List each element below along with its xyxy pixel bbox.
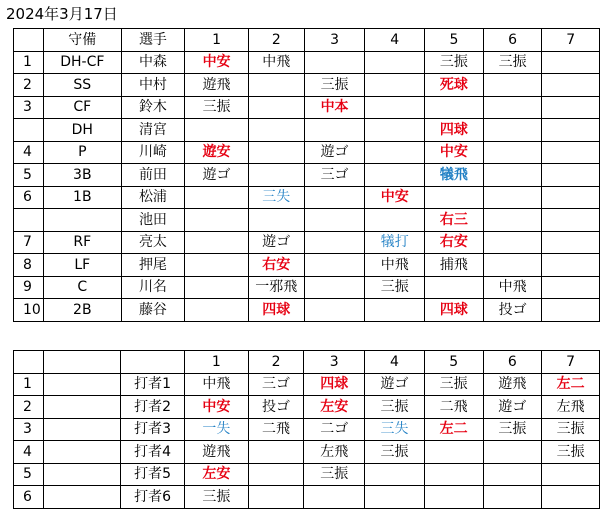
at-bat-cell: 中安 bbox=[425, 141, 484, 164]
at-bat-cell: 投ゴ bbox=[248, 396, 304, 419]
at-bat-cell bbox=[542, 231, 600, 254]
at-bat-cell: 三失 bbox=[365, 418, 425, 441]
header-cell: 7 bbox=[542, 351, 600, 374]
at-bat-cell bbox=[248, 441, 304, 464]
at-bat-cell: 遊飛 bbox=[185, 74, 249, 97]
at-bat-cell: 右三 bbox=[425, 209, 484, 232]
at-bat-cell: 中飛 bbox=[185, 373, 249, 396]
header-cell bbox=[121, 351, 185, 374]
order-cell: 2 bbox=[14, 74, 44, 97]
at-bat-cell bbox=[365, 164, 425, 187]
table-row bbox=[14, 164, 600, 187]
player-cell: 打者6 bbox=[121, 486, 185, 509]
position-cell: SS bbox=[43, 74, 121, 97]
at-bat-cell: 三振 bbox=[304, 74, 365, 97]
position-cell: 3B bbox=[43, 164, 121, 187]
player-cell: 松浦 bbox=[121, 186, 185, 209]
order-cell bbox=[14, 119, 44, 142]
header-cell: 選手 bbox=[121, 29, 185, 52]
at-bat-cell: 三振 bbox=[185, 96, 249, 119]
header-cell: 7 bbox=[542, 29, 600, 52]
position-cell bbox=[43, 463, 120, 486]
at-bat-cell bbox=[304, 51, 365, 74]
at-bat-cell: 四球 bbox=[304, 373, 365, 396]
player-cell: 打者3 bbox=[121, 418, 185, 441]
at-bat-cell bbox=[365, 299, 425, 322]
header-cell: 2 bbox=[248, 351, 304, 374]
at-bat-cell: 投ゴ bbox=[483, 299, 542, 322]
header-cell: 4 bbox=[365, 29, 425, 52]
at-bat-cell: 一失 bbox=[185, 418, 249, 441]
at-bat-cell: 中飛 bbox=[365, 254, 425, 277]
at-bat-cell: 遊ゴ bbox=[365, 373, 425, 396]
at-bat-cell bbox=[304, 299, 365, 322]
at-bat-cell: 三振 bbox=[365, 276, 425, 299]
at-bat-cell: 四球 bbox=[425, 119, 484, 142]
at-bat-cell bbox=[304, 486, 365, 509]
at-bat-cell: 三振 bbox=[425, 51, 484, 74]
order-cell: 3 bbox=[14, 96, 44, 119]
at-bat-cell: 捕飛 bbox=[425, 254, 484, 277]
at-bat-cell bbox=[248, 141, 304, 164]
at-bat-cell bbox=[365, 141, 425, 164]
position-cell: LF bbox=[43, 254, 121, 277]
at-bat-cell bbox=[185, 231, 249, 254]
position-cell: 2B bbox=[43, 299, 121, 322]
at-bat-cell: 三振 bbox=[365, 441, 425, 464]
at-bat-cell: 遊飛 bbox=[483, 373, 542, 396]
table-row bbox=[14, 486, 600, 509]
order-cell: 3 bbox=[14, 418, 44, 441]
at-bat-cell: 中飛 bbox=[483, 276, 542, 299]
at-bat-cell: 遊ゴ bbox=[304, 141, 365, 164]
at-bat-cell bbox=[542, 141, 600, 164]
order-cell: 5 bbox=[14, 164, 44, 187]
at-bat-cell bbox=[248, 74, 304, 97]
at-bat-cell bbox=[424, 463, 483, 486]
at-bat-cell: 三振 bbox=[542, 418, 600, 441]
order-cell: 4 bbox=[14, 141, 44, 164]
header-cell: 2 bbox=[248, 29, 304, 52]
order-cell: 1 bbox=[14, 51, 44, 74]
table-row bbox=[14, 463, 600, 486]
at-bat-cell bbox=[542, 463, 600, 486]
order-cell: 1 bbox=[14, 373, 44, 396]
at-bat-cell bbox=[304, 119, 365, 142]
position-cell bbox=[43, 486, 120, 509]
header-cell bbox=[14, 351, 44, 374]
table-row bbox=[14, 396, 600, 419]
at-bat-cell bbox=[185, 276, 249, 299]
at-bat-cell: 中安 bbox=[185, 396, 249, 419]
at-bat-cell: 三ゴ bbox=[248, 373, 304, 396]
header-cell: 1 bbox=[185, 351, 249, 374]
at-bat-cell bbox=[365, 119, 425, 142]
at-bat-cell: 遊ゴ bbox=[248, 231, 304, 254]
player-cell: 打者2 bbox=[121, 396, 185, 419]
at-bat-cell: 中飛 bbox=[248, 51, 304, 74]
at-bat-cell: 三振 bbox=[483, 51, 542, 74]
at-bat-cell: 中安 bbox=[365, 186, 425, 209]
at-bat-cell: 右安 bbox=[425, 231, 484, 254]
at-bat-cell bbox=[542, 96, 600, 119]
at-bat-cell: 遊安 bbox=[185, 141, 249, 164]
order-cell: 4 bbox=[14, 441, 44, 464]
at-bat-cell: 三失 bbox=[248, 186, 304, 209]
position-cell: DH-CF bbox=[43, 51, 121, 74]
position-cell bbox=[43, 373, 120, 396]
player-cell: 中村 bbox=[121, 74, 185, 97]
at-bat-cell bbox=[365, 486, 425, 509]
order-cell: 6 bbox=[14, 486, 44, 509]
at-bat-cell: 中本 bbox=[304, 96, 365, 119]
at-bat-cell: 二飛 bbox=[248, 418, 304, 441]
order-cell: 10 bbox=[14, 299, 44, 322]
at-bat-cell: 一邪飛 bbox=[248, 276, 304, 299]
at-bat-cell bbox=[365, 74, 425, 97]
order-cell: 2 bbox=[14, 396, 44, 419]
table-row bbox=[14, 276, 600, 299]
at-bat-cell bbox=[185, 209, 249, 232]
table-row bbox=[14, 96, 600, 119]
header-cell: 3 bbox=[304, 351, 365, 374]
order-cell: 7 bbox=[14, 231, 44, 254]
at-bat-cell bbox=[483, 164, 542, 187]
at-bat-cell bbox=[365, 96, 425, 119]
at-bat-cell: 三振 bbox=[185, 486, 249, 509]
player-cell: 亮太 bbox=[121, 231, 185, 254]
table-row bbox=[14, 74, 600, 97]
at-bat-cell bbox=[483, 119, 542, 142]
at-bat-cell bbox=[248, 119, 304, 142]
table-row bbox=[14, 186, 600, 209]
at-bat-cell bbox=[185, 119, 249, 142]
at-bat-cell bbox=[542, 51, 600, 74]
position-cell: 1B bbox=[43, 186, 121, 209]
at-bat-cell bbox=[483, 209, 542, 232]
table-row bbox=[14, 441, 600, 464]
header-row bbox=[14, 351, 600, 374]
header-row bbox=[14, 29, 600, 52]
at-bat-cell bbox=[542, 299, 600, 322]
at-bat-cell bbox=[483, 96, 542, 119]
header-cell: 3 bbox=[304, 29, 365, 52]
header-cell: 6 bbox=[483, 351, 542, 374]
order-cell: 9 bbox=[14, 276, 44, 299]
at-bat-cell bbox=[365, 463, 425, 486]
header-cell: 4 bbox=[365, 351, 425, 374]
table-row bbox=[14, 51, 600, 74]
at-bat-cell: 遊ゴ bbox=[483, 396, 542, 419]
player-cell: 清宮 bbox=[121, 119, 185, 142]
at-bat-cell: 死球 bbox=[425, 74, 484, 97]
at-bat-cell bbox=[365, 51, 425, 74]
player-cell: 打者5 bbox=[121, 463, 185, 486]
player-cell: 打者1 bbox=[121, 373, 185, 396]
order-cell bbox=[14, 209, 44, 232]
game-date: 2024年3月17日 bbox=[6, 5, 118, 23]
at-bat-cell bbox=[424, 441, 483, 464]
header-cell: 5 bbox=[424, 351, 483, 374]
table-row bbox=[14, 254, 600, 277]
at-bat-cell bbox=[248, 209, 304, 232]
header-cell bbox=[14, 29, 44, 52]
batter-table bbox=[13, 350, 600, 509]
at-bat-cell: 二ゴ bbox=[304, 418, 365, 441]
at-bat-cell bbox=[304, 231, 365, 254]
position-cell: DH bbox=[43, 119, 121, 142]
at-bat-cell: 遊飛 bbox=[185, 441, 249, 464]
player-cell: 藤谷 bbox=[121, 299, 185, 322]
table-row bbox=[14, 209, 600, 232]
at-bat-cell: 三振 bbox=[365, 396, 425, 419]
position-cell: RF bbox=[43, 231, 121, 254]
header-cell: 5 bbox=[425, 29, 484, 52]
player-cell: 打者4 bbox=[121, 441, 185, 464]
at-bat-cell: 左飛 bbox=[542, 396, 600, 419]
header-cell: 6 bbox=[483, 29, 542, 52]
order-cell: 5 bbox=[14, 463, 44, 486]
at-bat-cell bbox=[248, 96, 304, 119]
player-cell: 中森 bbox=[121, 51, 185, 74]
at-bat-cell bbox=[425, 276, 484, 299]
at-bat-cell: 遊ゴ bbox=[185, 164, 249, 187]
at-bat-cell: 左二 bbox=[424, 418, 483, 441]
at-bat-cell: 三振 bbox=[542, 441, 600, 464]
at-bat-cell bbox=[304, 209, 365, 232]
at-bat-cell: 左安 bbox=[304, 396, 365, 419]
at-bat-cell: 三振 bbox=[424, 373, 483, 396]
at-bat-cell: 左安 bbox=[185, 463, 249, 486]
order-cell: 8 bbox=[14, 254, 44, 277]
header-cell: 守備 bbox=[43, 29, 121, 52]
at-bat-cell bbox=[425, 186, 484, 209]
at-bat-cell: 中安 bbox=[185, 51, 249, 74]
at-bat-cell bbox=[483, 254, 542, 277]
player-cell: 池田 bbox=[121, 209, 185, 232]
position-cell bbox=[43, 418, 120, 441]
order-cell: 6 bbox=[14, 186, 44, 209]
at-bat-cell bbox=[483, 141, 542, 164]
at-bat-cell bbox=[542, 209, 600, 232]
at-bat-cell bbox=[483, 74, 542, 97]
player-cell: 押尾 bbox=[121, 254, 185, 277]
header-cell bbox=[43, 351, 120, 374]
at-bat-cell bbox=[185, 186, 249, 209]
table-row bbox=[14, 231, 600, 254]
at-bat-cell: 犠飛 bbox=[425, 164, 484, 187]
at-bat-cell bbox=[185, 254, 249, 277]
at-bat-cell: 四球 bbox=[425, 299, 484, 322]
at-bat-cell bbox=[304, 186, 365, 209]
position-cell: C bbox=[43, 276, 121, 299]
player-cell: 川崎 bbox=[121, 141, 185, 164]
lineup-table bbox=[13, 28, 600, 322]
at-bat-cell bbox=[248, 463, 304, 486]
header-cell: 1 bbox=[185, 29, 249, 52]
at-bat-cell bbox=[483, 231, 542, 254]
at-bat-cell bbox=[248, 164, 304, 187]
table-row bbox=[14, 119, 600, 142]
at-bat-cell: 三振 bbox=[304, 463, 365, 486]
at-bat-cell: 三ゴ bbox=[304, 164, 365, 187]
at-bat-cell: 右安 bbox=[248, 254, 304, 277]
at-bat-cell bbox=[185, 299, 249, 322]
position-cell bbox=[43, 441, 120, 464]
table-row bbox=[14, 299, 600, 322]
position-cell: CF bbox=[43, 96, 121, 119]
at-bat-cell bbox=[542, 119, 600, 142]
player-cell: 前田 bbox=[121, 164, 185, 187]
at-bat-cell: 犠打 bbox=[365, 231, 425, 254]
at-bat-cell bbox=[542, 276, 600, 299]
at-bat-cell bbox=[425, 96, 484, 119]
at-bat-cell: 左飛 bbox=[304, 441, 365, 464]
at-bat-cell bbox=[483, 486, 542, 509]
at-bat-cell: 三振 bbox=[483, 418, 542, 441]
player-cell: 鈴木 bbox=[121, 96, 185, 119]
at-bat-cell bbox=[304, 254, 365, 277]
table-row bbox=[14, 373, 600, 396]
at-bat-cell: 左二 bbox=[542, 373, 600, 396]
position-cell bbox=[43, 209, 121, 232]
at-bat-cell bbox=[424, 486, 483, 509]
at-bat-cell bbox=[248, 486, 304, 509]
position-cell: P bbox=[43, 141, 121, 164]
at-bat-cell bbox=[542, 74, 600, 97]
at-bat-cell bbox=[542, 254, 600, 277]
at-bat-cell bbox=[542, 164, 600, 187]
at-bat-cell: 四球 bbox=[248, 299, 304, 322]
at-bat-cell bbox=[483, 463, 542, 486]
at-bat-cell bbox=[304, 276, 365, 299]
player-cell: 川名 bbox=[121, 276, 185, 299]
at-bat-cell bbox=[542, 486, 600, 509]
at-bat-cell: 二飛 bbox=[424, 396, 483, 419]
table-row bbox=[14, 418, 600, 441]
at-bat-cell bbox=[483, 441, 542, 464]
position-cell bbox=[43, 396, 120, 419]
at-bat-cell bbox=[365, 209, 425, 232]
at-bat-cell bbox=[483, 186, 542, 209]
at-bat-cell bbox=[542, 186, 600, 209]
table-row bbox=[14, 141, 600, 164]
